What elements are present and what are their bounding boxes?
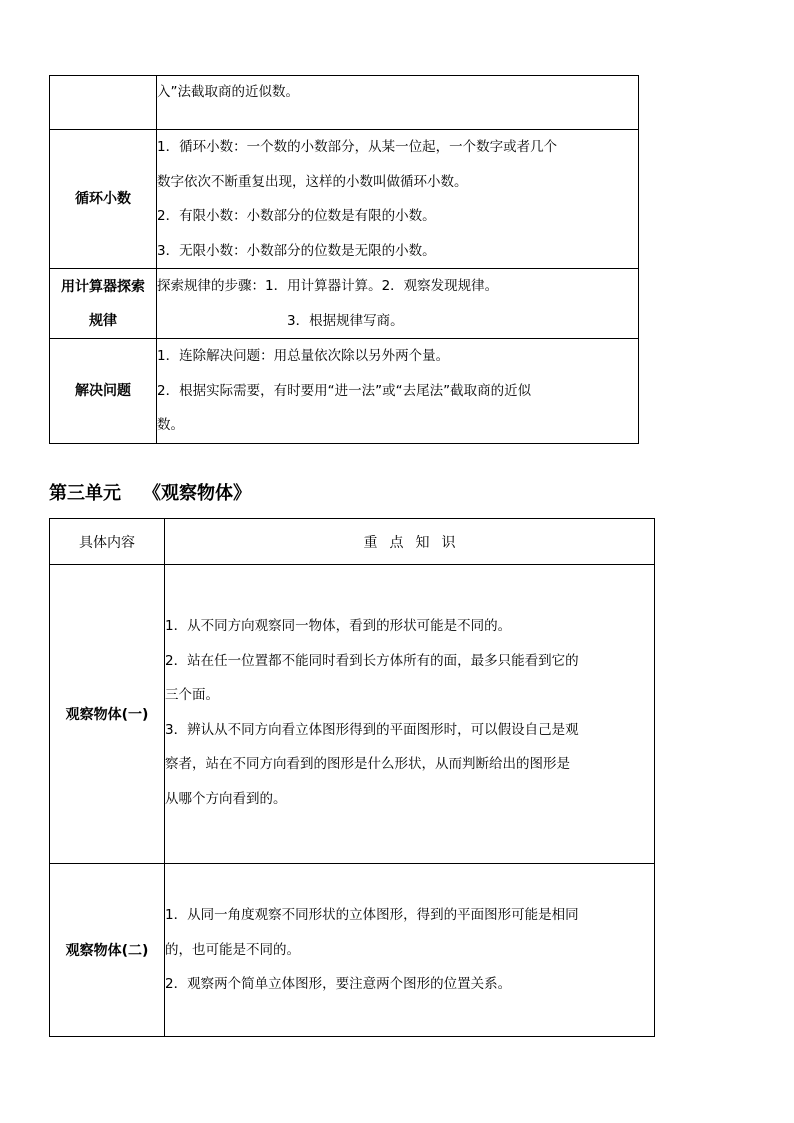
unit-heading xyxy=(49,480,251,508)
content-line: 1．连除解决问题：用总量依次除以另外两个量。 xyxy=(157,348,450,364)
row-content xyxy=(165,864,655,1037)
header-line: 用计算器探索 xyxy=(61,278,145,295)
content-line: 察者，站在不同方向看到的图形是什么形状，从而判断给出的图形是 xyxy=(165,756,570,772)
row-header-observe-objects-2: 观察物体(二) xyxy=(50,864,165,1037)
column-header-key-knowledge: 重点知识 xyxy=(165,519,655,565)
row-header-problem-solving: 解决问题 xyxy=(50,339,157,444)
content-line: 从哪个方向看到的。 xyxy=(165,790,287,807)
table-row xyxy=(50,130,639,269)
row-content xyxy=(157,269,639,339)
knowledge-table-unit2 xyxy=(49,75,639,444)
content-line: 1．循环小数：一个数的小数部分，从某一位起，一个数字或者几个 xyxy=(157,139,558,155)
column-header-content: 具体内容 xyxy=(50,519,165,565)
content-line: 数。 xyxy=(157,417,184,433)
row-header-recurring-decimal: 循环小数 xyxy=(50,130,157,269)
content-line: 2．有限小数：小数部分的位数是有限的小数。 xyxy=(157,208,436,224)
content-line: 3．无限小数：小数部分的位数是无限的小数。 xyxy=(157,242,436,259)
table-row xyxy=(50,864,655,1037)
content-line: 的，也可能是不同的。 xyxy=(165,941,300,958)
content-line: 数字依次不断重复出现，这样的小数叫做循环小数。 xyxy=(157,173,468,190)
content-line: 入”法截取商的近似数。 xyxy=(157,84,299,100)
table-row xyxy=(50,269,639,339)
row-header-empty xyxy=(50,76,157,130)
content-line: 2．根据实际需要，有时要用“进一法”或“去尾法”截取商的近似 xyxy=(157,382,532,399)
row-header-observe-objects-1: 观察物体(一) xyxy=(50,565,165,864)
table-header-row xyxy=(50,519,655,565)
content-line: 1．从不同方向观察同一物体，看到的形状可能是不同的。 xyxy=(165,618,512,634)
table-row xyxy=(50,76,639,130)
content-line: 探索规律的步骤：1．用计算器计算。2．观察发现规律。 xyxy=(157,278,499,294)
table-row xyxy=(50,565,655,864)
row-content xyxy=(165,565,655,864)
row-content xyxy=(157,339,639,444)
unit-number: 第三单元 xyxy=(49,483,121,504)
table-row xyxy=(50,339,639,444)
header-line: 规律 xyxy=(89,312,117,329)
knowledge-table-unit3 xyxy=(49,518,655,1037)
row-content xyxy=(157,76,639,130)
content-line: 2．观察两个简单立体图形，要注意两个图形的位置关系。 xyxy=(165,976,512,993)
row-content xyxy=(157,130,639,269)
content-line: 3．根据规律写商。 xyxy=(287,312,404,329)
content-line: 1．从同一角度观察不同形状的立体图形，得到的平面图形可能是相同 xyxy=(165,907,579,924)
content-line: 三个面。 xyxy=(165,687,219,703)
content-line: 3．辨认从不同方向看立体图形得到的平面图形时，可以假设自己是观 xyxy=(165,721,579,738)
content-line: 2．站在任一位置都不能同时看到长方体所有的面，最多只能看到它的 xyxy=(165,652,579,669)
row-header-calculator-rules xyxy=(50,269,157,339)
unit-title: 《观察物体》 xyxy=(143,483,251,504)
